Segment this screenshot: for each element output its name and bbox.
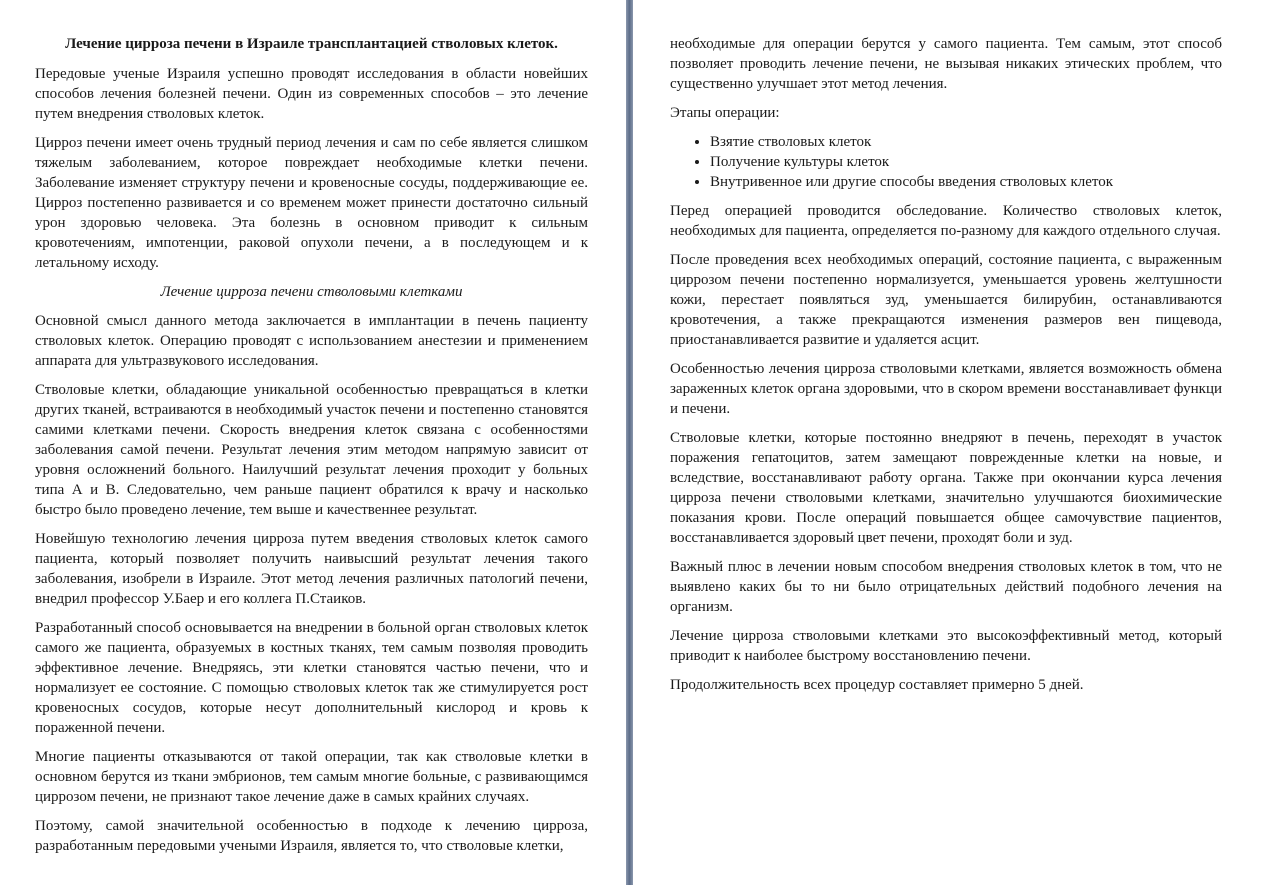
paragraph: Стволовые клетки, которые постоянно внедряют в печень, переходят в участок поражения гепатоцитов, затем замещают поврежденные клетки на новые, и вследствие, восстанавливают работу органа. Также при окончании курса лечения цирроза печени стволовыми клетками, значительно улучшаются биохимические показания крови. После операций повышается общее самочувствие пациентов, восстанавливается здоровый цвет печени, проходят боли и зуд. bbox=[670, 430, 1222, 546]
page-separator bbox=[626, 0, 633, 885]
paragraph: Лечение цирроза стволовыми клетками это высокоэффективный метод, который приводит к наиболее быстрому восстановлению печени. bbox=[670, 628, 1222, 664]
paragraph: Основной смысл данного метода заключается в имплантации в печень пациенту стволовых клеток. Операцию проводят с использованием анестезии и применением аппарата для ультразвукового исследования. bbox=[35, 313, 588, 369]
paragraph: Продолжительность всех процедур составляет примерно 5 дней. bbox=[670, 677, 1084, 693]
paragraph: Многие пациенты отказываются от такой операции, так как стволовые клетки в основном берутся из ткани эмбрионов, тем самым многие больные, с развивающимся циррозом печени, не признают такое лечение даже в самых крайних случаях. bbox=[35, 749, 588, 805]
paragraph: Перед операцией проводится обследование. Количество стволовых клеток, необходимых для пациента, определяется по-разному для каждого отдельного случая. bbox=[670, 203, 1222, 239]
paragraph: Разработанный способ основывается на внедрении в больной орган стволовых клеток самого же пациента, образуемых в костных тканях, тем самым позволяя проводить эффективное лечение. Внедряясь, эти клетки становятся частью печени, что и нормализует ее состояние. С помощью стволовых клеток так же стимулируется рост кровеносных сосудов, которые несут дополнительный кислород и кровь к пораженной печени. bbox=[35, 620, 588, 736]
paragraph: Цирроз печени имеет очень трудный период лечения и сам по себе является слишком тяжелым заболеванием, которое повреждает необходимые клетки печени. Заболевание изменяет структуру печени и кровеносные сосуды, поддерживающие ее. Цирроз постепенно развивается и со временем может принести достаточно сильный урон здоровью человека. Эта болезнь в основном приводит к сильным кровотечениям, импотенции, раковой опухоли печени, а в последующем и к летальному исходу. bbox=[35, 135, 588, 271]
paragraph: Этапы операции: bbox=[670, 105, 780, 121]
document-page-right bbox=[633, 0, 1265, 885]
paragraph: Передовые ученые Израиля успешно проводят исследования в области новейших способов лечения болезней печени. Один из современных способов – это лечение путем внедрения стволовых клеток. bbox=[35, 66, 588, 122]
paragraph: Поэтому, самой значительной особенностью в подходе к лечению цирроза, разработанным передовыми учеными Израиля, является то, что стволовые клетки, bbox=[35, 818, 588, 854]
paragraph: Новейшую технологию лечения цирроза путем введения стволовых клеток самого пациента, который позволяет получить наивысший результат лечения такого заболевания, изобрели в Израиле. Этот метод лечения различных патологий печени, внедрил профессор У.Баер и его коллега П.Стаиков. bbox=[35, 531, 588, 607]
paragraph: После проведения всех необходимых операций, состояние пациента, с выраженным циррозом печени постепенно нормализуется, уменьшается уровень желтушности кожи, перестает появляться зуд, уменьшается билирубин, останавливаются кровотечения, а также прекращаются изменения размеров вен пищевода, приостанавливается развитие и удаляется асцит. bbox=[670, 252, 1222, 348]
paragraph: Важный плюс в лечении новым способом внедрения стволовых клеток в том, что не выявлено каких бы то ни было отрицательных действий подобного лечения на организм. bbox=[670, 559, 1222, 615]
paragraph: Особенностью лечения цирроза стволовыми клетками, является возможность обмена зараженных клеток органа здоровыми, что в скором времени восстанавливает функци и печени. bbox=[670, 361, 1222, 417]
paragraph: необходимые для операции берутся у самого пациента. Тем самым, этот способ позволяет проводить лечение печени, не вызывая никаких этических проблем, что существенно улучшает этот метод лечения. bbox=[670, 36, 1222, 92]
list-item: • Получение культуры клеток bbox=[710, 152, 1222, 172]
document-page-left bbox=[0, 0, 626, 885]
document-title: Лечение цирроза печени в Израиле трансплантацией стволовых клеток. bbox=[65, 36, 558, 52]
paragraph: Стволовые клетки, обладающие уникальной особенностью превращаться в клетки других тканей, встраиваются в необходимый участок печени и постепенно становятся самими клетками печени. Скорость внедрения клеток связана с особенностями заболевания самой печени. Результат лечения этим методом напрямую зависит от уровня осложнений больного. Наилучший результат лечения проходит у больных типа А и В. Следовательно, чем раньше пациент обратился к врачу и насколько быстро было проведено лечение, тем выше и качественнее результат. bbox=[35, 382, 588, 518]
list-item: • Взятие стволовых клеток bbox=[710, 132, 1222, 152]
section-subtitle: Лечение цирроза печени стволовыми клетками bbox=[160, 284, 463, 300]
steps-list bbox=[670, 132, 1222, 192]
list-item: • Внутривенное или другие способы введения стволовых клеток bbox=[710, 172, 1222, 192]
